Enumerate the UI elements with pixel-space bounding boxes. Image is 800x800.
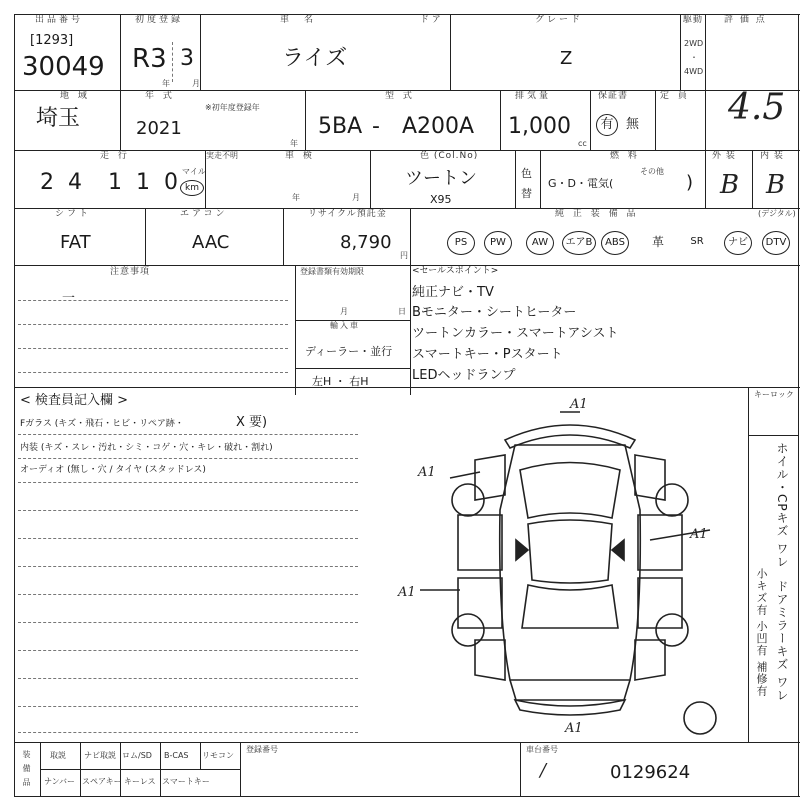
interior-grade: B [766,170,786,200]
equip-abs: ABS [601,231,629,255]
first-reg-month: 3 [180,46,194,71]
equip-ps: PS [447,231,475,255]
door-label: ドア [420,15,444,25]
inspection-year: 年 [292,193,300,202]
interior-label: 内 装 [760,151,784,161]
fuel-other: その他 [640,167,664,176]
lot-no-label: 出品番号 [35,15,84,25]
sales-point: 純正ナビ・TV [412,285,494,300]
color-label: 色 (Col.No) [420,151,479,161]
ac-value: AAC [192,232,230,253]
model-year-label: 年 式 [145,91,175,101]
accessory-remote: リモコン [202,751,234,760]
equip-sr: SR [690,236,704,247]
side-note-wheel: ホイル・CPキズ ワレ [775,442,789,569]
lot-bracket: [1293] [30,33,74,48]
month-unit: 月 [192,79,200,88]
sales-label: <セールスポイント> [412,266,499,276]
mileage-digit: 4 [68,170,82,195]
mileage-note: 実走不明 [206,151,238,160]
fuel-label: 燃 料 [610,151,640,161]
first-reg-label: 初度登録 [135,15,184,25]
exterior-grade: B [720,170,740,200]
model-year: 2021 [136,118,182,139]
mileage-unit-miles: マイル [182,167,206,176]
model-code: A200A [402,114,475,139]
steering-value: 左H ・ 右H [312,375,369,388]
equipment-label: 純 正 装 備 品 [555,209,639,219]
sales-point: Bモニター・シートヒーター [412,305,577,320]
mileage-label: 走 行 [100,151,130,161]
first-reg-era: R3 [132,44,167,74]
color-value: ツートン [405,168,477,189]
rule [14,387,800,388]
recycle-label: リサイクル預託金 [308,209,387,219]
drive-4wd: 4WD [684,67,704,76]
fuel-options: G・D・電気( [548,177,614,190]
chassis-mark: / [540,760,547,781]
rating-score: 4.5 [728,87,786,128]
chassis-number: 0129624 [610,762,691,783]
accessory-smart-key: スマートキー [162,777,210,786]
rule [798,14,799,796]
expiry-month: 月 [340,307,348,316]
equip-pw: PW [484,231,512,255]
equip-aw: AW [526,231,554,255]
accessory-keyless: キーレス [124,777,156,786]
displacement: 1,000 [508,114,571,139]
caution-text: 一 [62,291,76,306]
warranty-no: 無 [626,117,640,132]
dtv-note: (デジタル) [758,209,796,218]
region-label: 地 域 [60,91,90,101]
lot-number: 30049 [22,52,105,82]
damage-mark-left-rear: A1 [398,585,416,600]
recycle-fee: 8,790 [340,232,392,253]
model-dash: - [372,114,380,139]
sales-point: ツートンカラー・スマートアシスト [412,326,619,341]
warranty-yes: 有 [596,114,618,136]
shift-label: シフト [55,209,92,219]
model-year-unit: 年 [290,139,298,148]
region-value: 埼玉 [36,106,81,131]
drive-2wd: 2WD [684,39,704,48]
inspector-glass: Fガラス (キズ・飛石・ヒビ・リペア跡・ [20,419,184,429]
rating-label: 評 価 点 [724,15,767,25]
inspector-title: < 検査員記入欄 > [20,393,129,408]
mileage-digit: 1 [108,170,122,195]
equip-navi: ナビ [724,231,752,255]
exterior-label: 外 装 [712,151,736,161]
color-code: X95 [430,193,452,206]
equip-airbag: エアB [562,231,596,255]
rule [14,14,15,796]
equip-leather: 革 [651,235,664,249]
expiry-label: 登録書類有効期限 [300,267,364,276]
car-name: ライズ [282,46,348,71]
rule [14,150,800,151]
damage-mark-front: A1 [570,397,588,412]
damage-mark-right: A1 [690,527,708,542]
yen-unit: 円 [400,251,408,260]
ac-label: エアコン [180,209,228,219]
displacement-label: 排気量 [515,91,552,101]
grade-label: グレード [535,15,584,25]
shift-value: FAT [60,232,91,253]
rule [14,742,800,743]
side-note-minor: 小キズ有 小凹有 補修有 [755,568,768,697]
accessory-manual: 取説 [50,751,66,760]
mileage-digit: 2 [40,170,54,195]
accessory-bcas: B-CAS [164,751,189,760]
mileage-digit: 0 [164,170,178,195]
accessory-spare-key: スペアキー [82,777,122,786]
inspector-interior: 内装 (キズ・スレ・汚れ・シミ・コゲ・穴・キレ・破れ・割れ) [20,443,273,453]
expiry-day: 日 [398,307,406,316]
delivery-value: ディーラー・並行 [305,345,393,358]
rule [14,265,800,266]
year-unit: 年 [162,79,170,88]
rule [14,208,800,209]
side-note-mirror: ドアミラーキズ ワレ [775,580,789,702]
inspection-label: 車 検 [285,151,315,161]
damage-mark-left-front: A1 [418,465,436,480]
caution-label: 注意事項 [110,267,151,277]
model-label: 型 式 [385,91,415,101]
color-change-1: 色 [521,167,532,180]
inspection-month: 月 [352,193,360,202]
capacity-label: 定 員 [660,91,690,101]
damage-mark-rear: A1 [565,721,583,736]
model-year-note: ※初年度登録年 [205,103,260,112]
accessories-label: 装備品 [22,750,31,792]
chassis-label: 車台番号 [526,745,558,754]
mileage-unit-km: km [180,180,204,196]
reg-no-label: 登録番号 [246,745,278,754]
mileage-digit: 1 [136,170,150,195]
color-change-2: 替 [521,187,532,200]
car-name-label: 車 名 [280,15,317,25]
drive-label: 駆動 [683,15,704,25]
inspector-audio: オーディオ (無し・穴 / タイヤ (スタッドレス) [20,465,206,475]
model-prefix: 5BA [318,114,363,139]
grade-value: Z [560,48,573,69]
displacement-unit: cc [578,139,587,148]
keylock-label: キーロック [754,390,794,399]
warranty-label: 保証書 [598,91,629,101]
inspector-glass-mark: X 要) [236,415,268,430]
accessory-navi-manual: ナビ取説 [84,751,116,760]
fuel-close: ) [686,172,694,193]
sales-point: スマートキー・Pスタート [412,347,563,362]
drive-sep: ・ [690,53,698,62]
equip-dtv: DTV [762,231,790,255]
delivery-label: 輸入車 [330,321,360,330]
car-damage-diagram [420,397,730,740]
accessory-plate: ナンバー [44,777,76,786]
sales-point: LEDヘッドランプ [412,368,516,383]
divider [172,42,173,82]
rule [14,796,800,797]
accessory-rom: ロム/SD [122,751,152,760]
